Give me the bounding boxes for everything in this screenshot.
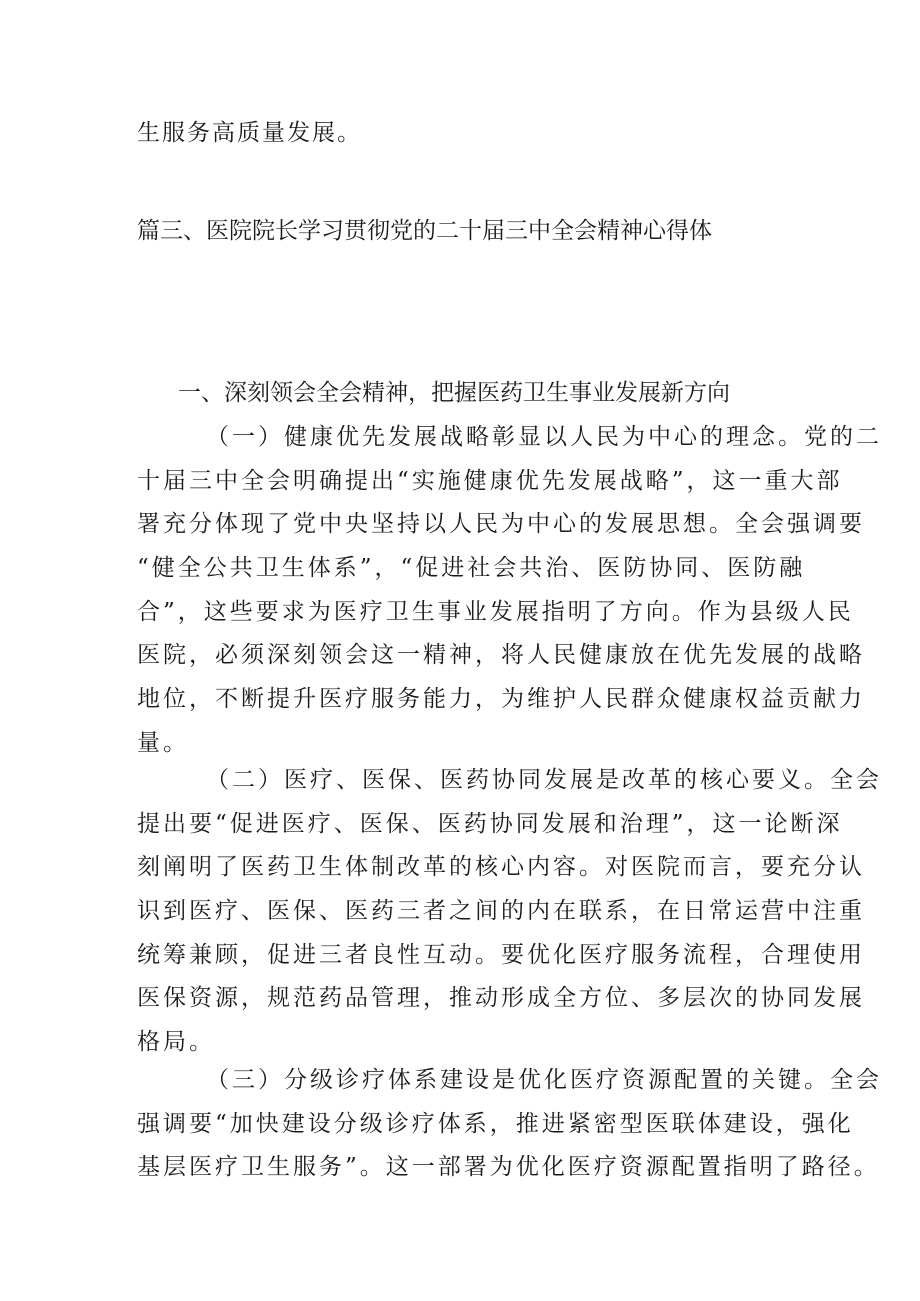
paragraph-line: 合”，这些要求为医疗卫生事业发展指明了方向。作为县级人民 — [137, 598, 854, 625]
paragraph-line: （一）健康优先发展战略彰显以人民为中心的理念。党的二 — [206, 424, 882, 450]
paragraph-line: 量。 — [137, 729, 189, 756]
section-title: 篇三、医院院长学习贯彻党的二十届三中全会精神心得体 — [137, 218, 712, 244]
intro-line: 生服务高质量发展。 — [137, 120, 362, 146]
heading-one: 一、深刻领会全会精神，把握医药卫生事业发展新方向 — [178, 380, 730, 406]
paragraph-line: 医保资源，规范药品管理，推动形成全方位、多层次的协同发展 — [137, 985, 865, 1012]
paragraph-line: 提出要“促进医疗、医保、医药协同发展和治理”，这一论断深 — [137, 810, 843, 837]
paragraph-line: 统筹兼顾，促进三者良性互动。要优化医疗服务流程，合理使用 — [137, 941, 865, 968]
paragraph-line: （三）分级诊疗体系建设是优化医疗资源配置的关键。全会 — [206, 1067, 882, 1093]
paragraph-line: 识到医疗、医保、医药三者之间的内在联系，在日常运营中注重 — [137, 898, 865, 925]
paragraph-line: 刻阐明了医药卫生体制改革的核心内容。对医院而言，要充分认 — [137, 854, 865, 881]
paragraph-line: （二）医疗、医保、医药协同发展是改革的核心要义。全会 — [206, 767, 882, 793]
paragraph-line: 地位，不断提升医疗服务能力，为维护人民群众健康权益贡献力 — [137, 686, 865, 713]
paragraph-line: 强调要“加快建设分级诊疗体系，推进紧密型医联体建设，强化 — [137, 1110, 854, 1137]
paragraph-3 — [137, 1065, 882, 1196]
paragraph-line: 格局。 — [137, 1029, 215, 1056]
paragraph-1 — [137, 422, 882, 772]
paragraph-line: 十届三中全会明确提出“实施健康优先发展战略”，这一重大部 — [137, 467, 843, 494]
paragraph-line: 署充分体现了党中央坚持以人民为中心的发展思想。全会强调要 — [137, 511, 865, 538]
paragraph-line: 基层医疗卫生服务”。这一部署为优化医疗资源配置指明了路径。 — [137, 1154, 880, 1181]
paragraph-line: 医院，必须深刻领会这一精神，将人民健康放在优先发展的战略 — [137, 642, 865, 669]
paragraph-2 — [137, 765, 882, 1071]
paragraph-line: “健全公共卫生体系”，“促进社会共治、医防协同、医防融 — [137, 555, 806, 582]
